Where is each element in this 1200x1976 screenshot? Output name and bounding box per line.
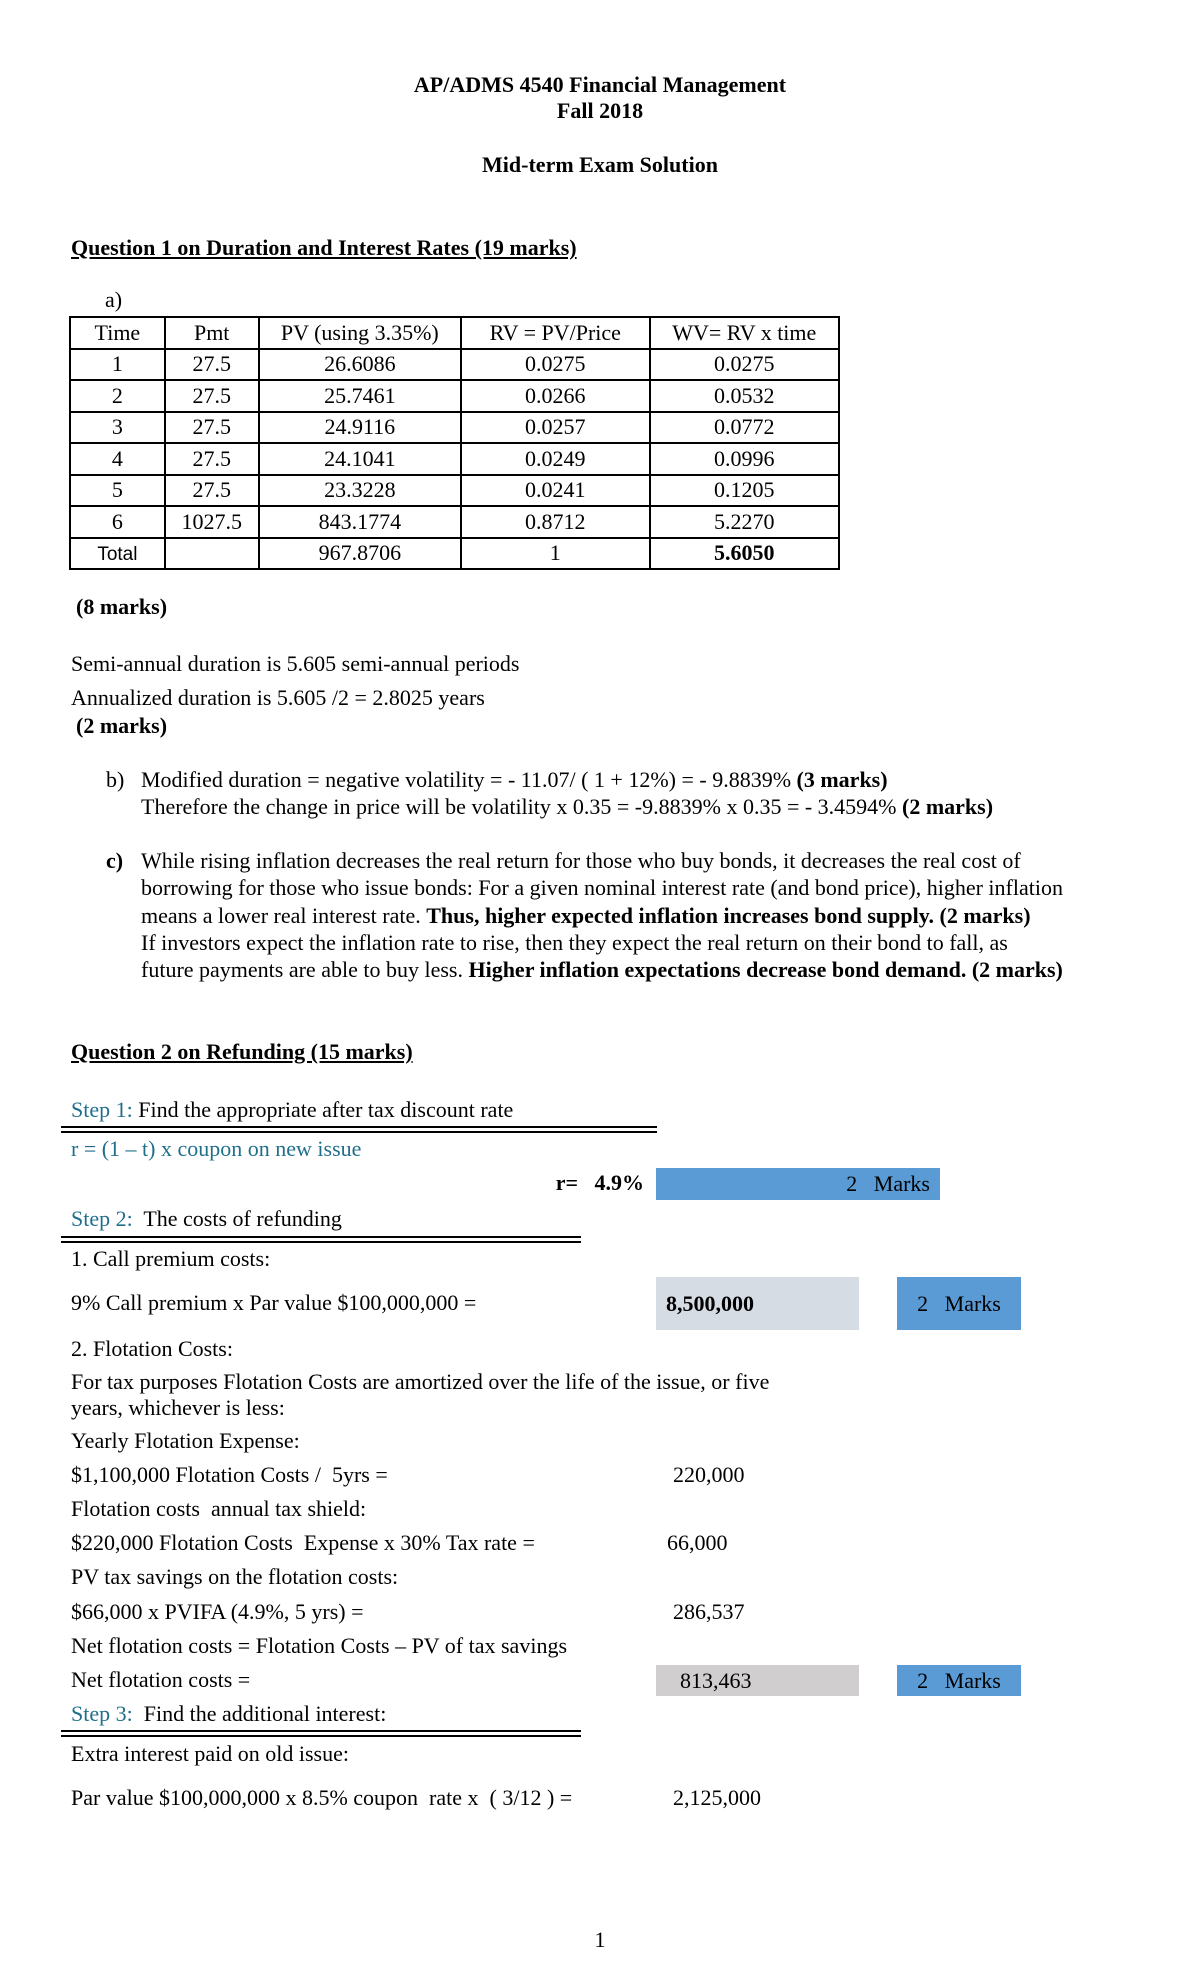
r-result: r= 4.9% [555,1170,644,1195]
part-a-label: a) [105,287,123,312]
table-cell: 27.5 [165,443,259,475]
step1-text: Find the appropriate after tax discount rate [132,1097,514,1122]
double-rule [61,1236,581,1243]
flotation-desc1: For tax purposes Flotation Costs are amortized over the life of the issue, or five [71,1369,770,1394]
part-c-line1: While rising inflation decreases the real return for those who buy bonds, it decreases the real cost of [141,848,1021,873]
step1-heading [71,1097,513,1123]
table-cell [165,538,259,570]
part-c-line3 [141,903,1031,929]
marks-word: Marks [944,1667,1001,1693]
table-cell: 25.7461 [259,380,461,412]
term: Fall 2018 [556,98,644,123]
table-cell: 0.0275 [461,349,650,381]
marks-word: Marks [944,1290,1001,1316]
table-cell: 967.8706 [259,538,461,570]
double-rule [61,1126,657,1133]
c3-bold: Thus, higher expected inflation increases bond supply. (2 marks) [426,903,1031,928]
step3-heading [71,1701,386,1727]
marks-a: (8 marks) [76,594,168,619]
part-c-line4: If investors expect the inflation rate to rise, then they expect the real return on their bond to fall, as [141,930,1008,955]
table-cell: Pmt [165,317,259,349]
step2-heading [71,1206,342,1232]
semi-annual-duration: Semi-annual duration is 5.605 semi-annual periods [71,651,520,676]
table-cell: 1 [70,349,165,381]
table-cell: 0.1205 [650,475,839,507]
annualized-duration: Annualized duration is 5.605 /2 = 2.8025 years [71,685,485,710]
table-cell: 0.0772 [650,412,839,444]
c5-text: future payments are able to buy less. [141,957,469,982]
part-c-line5 [141,957,1063,983]
table-cell: 3 [70,412,165,444]
table-cell: 4 [70,443,165,475]
net-value: 813,463 [656,1665,859,1696]
marks-number: 2 [917,1667,929,1693]
part-c-label: c) [106,848,124,873]
c5-bold: Higher inflation expectations decrease bond demand. (2 marks) [468,957,1063,982]
shield-line: $220,000 Flotation Costs Expense x 30% Tax rate = [71,1530,535,1555]
pv-line: $66,000 x PVIFA (4.9%, 5 yrs) = [71,1599,364,1624]
table-header-row [70,317,839,349]
b2-text: Therefore the change in price will be volatility x 0.35 = -9.8839% x 0.35 = - 3.4594% [141,794,903,819]
step3-text: Find the additional interest: [132,1701,387,1726]
table-cell: 0.0249 [461,443,650,475]
marks-number: 2 [917,1290,929,1316]
shield-label: Flotation costs annual tax shield: [71,1496,367,1521]
flotation-desc2: years, whichever is less: [71,1395,285,1420]
table-cell: 843.1774 [259,506,461,538]
part-b-line1 [141,767,888,793]
c3-text: means a lower real interest rate. [141,903,427,928]
q2-heading: Question 2 on Refunding (15 marks) [71,1039,413,1064]
marks-a2: (2 marks) [76,713,168,738]
table-cell: PV (using 3.35%) [259,317,461,349]
table-cell: 0.0532 [650,380,839,412]
discount-formula: r = (1 – t) x coupon on new issue [71,1136,362,1161]
table-cell: 27.5 [165,380,259,412]
table-row [70,475,839,507]
marks-word: Marks [873,1171,930,1196]
table-cell: 24.9116 [259,412,461,444]
yearly-line: $1,100,000 Flotation Costs / 5yrs = [71,1462,388,1487]
marks-badge [897,1277,1021,1330]
table-cell: 5 [70,475,165,507]
marks-number: 2 [846,1171,858,1196]
table-row [70,412,839,444]
table-cell: 23.3228 [259,475,461,507]
step2-label: Step 2: [71,1206,133,1231]
duration-table [69,316,840,570]
table-cell: 27.5 [165,349,259,381]
table-cell: RV = PV/Price [461,317,650,349]
b1-marks: (3 marks) [796,767,888,792]
yearly-label: Yearly Flotation Expense: [71,1428,300,1453]
pv-value: 286,537 [673,1599,745,1624]
table-cell: Time [70,317,165,349]
table-cell: 6 [70,506,165,538]
part-b-label: b) [106,767,125,792]
q1-heading: Question 1 on Duration and Interest Rates (19 marks) [71,235,577,260]
table-cell: 2 [70,380,165,412]
table-cell: 0.8712 [461,506,650,538]
table-total-row [70,538,839,570]
table-row [70,349,839,381]
pv-label: PV tax savings on the flotation costs: [71,1564,399,1589]
table-cell: 0.0996 [650,443,839,475]
table-cell: 0.0266 [461,380,650,412]
course-title: AP/ADMS 4540 Financial Management [413,72,787,97]
table-cell: 27.5 [165,412,259,444]
net-line: Net flotation costs = [71,1667,251,1692]
extra-interest-line: Par value $100,000,000 x 8.5% coupon rate x ( 3/12 ) = [71,1785,573,1810]
table-cell: 0.0257 [461,412,650,444]
double-rule [61,1730,581,1737]
step1-label: Step 1: [71,1097,133,1122]
page-number: 1 [594,1927,606,1952]
shield-value: 66,000 [667,1530,728,1555]
table-cell: 5.6050 [650,538,839,570]
table-cell: 0.0241 [461,475,650,507]
table-row [70,506,839,538]
table-cell: 26.6086 [259,349,461,381]
table-cell: 27.5 [165,475,259,507]
table-row [70,380,839,412]
table-cell: Total [70,538,165,570]
step2-text: The costs of refunding [132,1206,342,1231]
flotation-heading: 2. Flotation Costs: [71,1336,233,1361]
table-cell: 24.1041 [259,443,461,475]
call-premium-value: 8,500,000 [656,1277,859,1330]
b1-text: Modified duration = negative volatility = - 11.07/ ( 1 + 12%) = - 9.8839% [141,767,797,792]
part-c-line2: borrowing for those who issue bonds: For a given nominal interest rate (and bond price), higher inflation [141,875,1063,900]
table-cell: 1 [461,538,650,570]
table-cell: WV= RV x time [650,317,839,349]
b2-marks: (2 marks) [902,794,994,819]
extra-interest-label: Extra interest paid on old issue: [71,1741,349,1766]
table-cell: 5.2270 [650,506,839,538]
document-title: Mid-term Exam Solution [482,152,718,177]
marks-badge [897,1665,1021,1696]
part-b-line2 [141,794,993,820]
step3-label: Step 3: [71,1701,133,1726]
extra-interest-value: 2,125,000 [673,1785,761,1810]
table-cell: 1027.5 [165,506,259,538]
net-formula: Net flotation costs = Flotation Costs – PV of tax savings [71,1633,567,1658]
table-cell: 0.0275 [650,349,839,381]
marks-badge [656,1168,940,1200]
call-premium-line: 9% Call premium x Par value $100,000,000 = [71,1290,477,1315]
table-row [70,443,839,475]
call-premium-heading: 1. Call premium costs: [71,1246,271,1271]
yearly-value: 220,000 [673,1462,745,1487]
